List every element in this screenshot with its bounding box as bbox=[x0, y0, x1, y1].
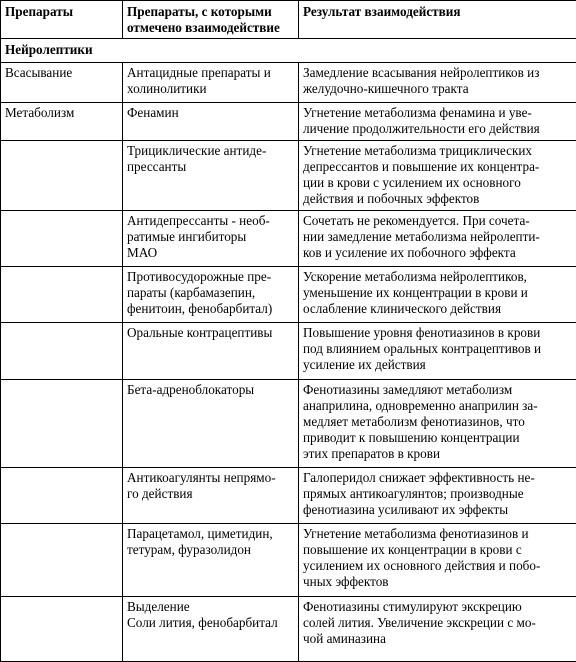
table-row bbox=[1, 380, 576, 468]
row-category bbox=[1, 524, 123, 597]
row-result: Повышение уровня фенотиазинов в крови под влиянием оральных контрацептивов и усиление их действия bbox=[299, 323, 576, 380]
table-row bbox=[1, 211, 576, 267]
table-row bbox=[1, 141, 576, 211]
row-category bbox=[1, 323, 123, 380]
row-result: Сочетать не рекомендуется. При сочета- нии замедление метаболизма нейролепти- ков и усиление их побочного эффекта bbox=[299, 211, 576, 267]
row-result: Угнетение метаболизма фенамина и уве- личение продолжительности его действия bbox=[299, 103, 576, 141]
row-drug: Парацетамол, циметидин, тетурам, фуразолидон bbox=[123, 524, 299, 597]
section-row bbox=[1, 39, 576, 63]
row-category bbox=[1, 211, 123, 267]
row-category bbox=[1, 141, 123, 211]
row-result: Угнетение метаболизма трициклических депрессантов и повышение их концентра- ции в крови с усилением их основного действия и побочных эффектов bbox=[299, 141, 576, 211]
row-category bbox=[1, 267, 123, 323]
row-result: Фенотиазины стимулируют экскрецию солей лития. Увеличение экскреции с мо- чой аминазина bbox=[299, 597, 576, 662]
row-drug: Трициклические антиде- прессанты bbox=[123, 141, 299, 211]
table-row bbox=[1, 597, 576, 662]
row-drug: Выделение Соли лития, фенобарбитал bbox=[123, 597, 299, 662]
table-row bbox=[1, 63, 576, 103]
row-category: Всасывание bbox=[1, 63, 123, 103]
row-result: Фенотиазины замедляют метаболизм анаприлина, одновременно анаприлин за- медляет метаболизм фенотиазинов, что приводит к повышению концентрации этих препаратов в крови bbox=[299, 380, 576, 468]
row-drug: Фенамин bbox=[123, 103, 299, 141]
header-drugs: Препараты bbox=[1, 1, 123, 39]
header-interaction-result: Результат взаимодействия bbox=[299, 1, 576, 39]
row-drug: Противосудорожные пре- параты (карбамазепин, фенитоин, фенобарбитал) bbox=[123, 267, 299, 323]
row-drug: Антикоагулянты непрямо- го действия bbox=[123, 468, 299, 524]
row-category bbox=[1, 597, 123, 662]
table-row bbox=[1, 103, 576, 141]
table-header-row bbox=[1, 1, 576, 39]
row-result: Угнетение метаболизма фенотиазинов и повышение их концентрации в крови с усилением их основного действия и побо- чных эффектов bbox=[299, 524, 576, 597]
row-drug: Оральные контрацептивы bbox=[123, 323, 299, 380]
row-result: Ускорение метаболизма нейролептиков, уменьшение их концентрации в крови и ослабление клинического действия bbox=[299, 267, 576, 323]
row-category bbox=[1, 380, 123, 468]
row-drug: Бета-адреноблокаторы bbox=[123, 380, 299, 468]
row-category bbox=[1, 468, 123, 524]
row-drug: Антидепрессанты - необ- ратимые ингибиторы МАО bbox=[123, 211, 299, 267]
row-category: Метаболизм bbox=[1, 103, 123, 141]
header-interacting-drugs: Препараты, с которыми отмечено взаимодействие bbox=[123, 1, 299, 39]
table-row bbox=[1, 524, 576, 597]
table-row bbox=[1, 267, 576, 323]
table-row bbox=[1, 323, 576, 380]
row-result: Замедление всасывания нейролептиков из желудочно-кишечного тракта bbox=[299, 63, 576, 103]
row-drug: Антацидные препараты и холинолитики bbox=[123, 63, 299, 103]
row-result: Галоперидол снижает эффективность не- прямых антикоагулянтов; производные фенотиазина усиливают их эффекты bbox=[299, 468, 576, 524]
table-row bbox=[1, 468, 576, 524]
section-title: Нейролептики bbox=[1, 39, 576, 63]
